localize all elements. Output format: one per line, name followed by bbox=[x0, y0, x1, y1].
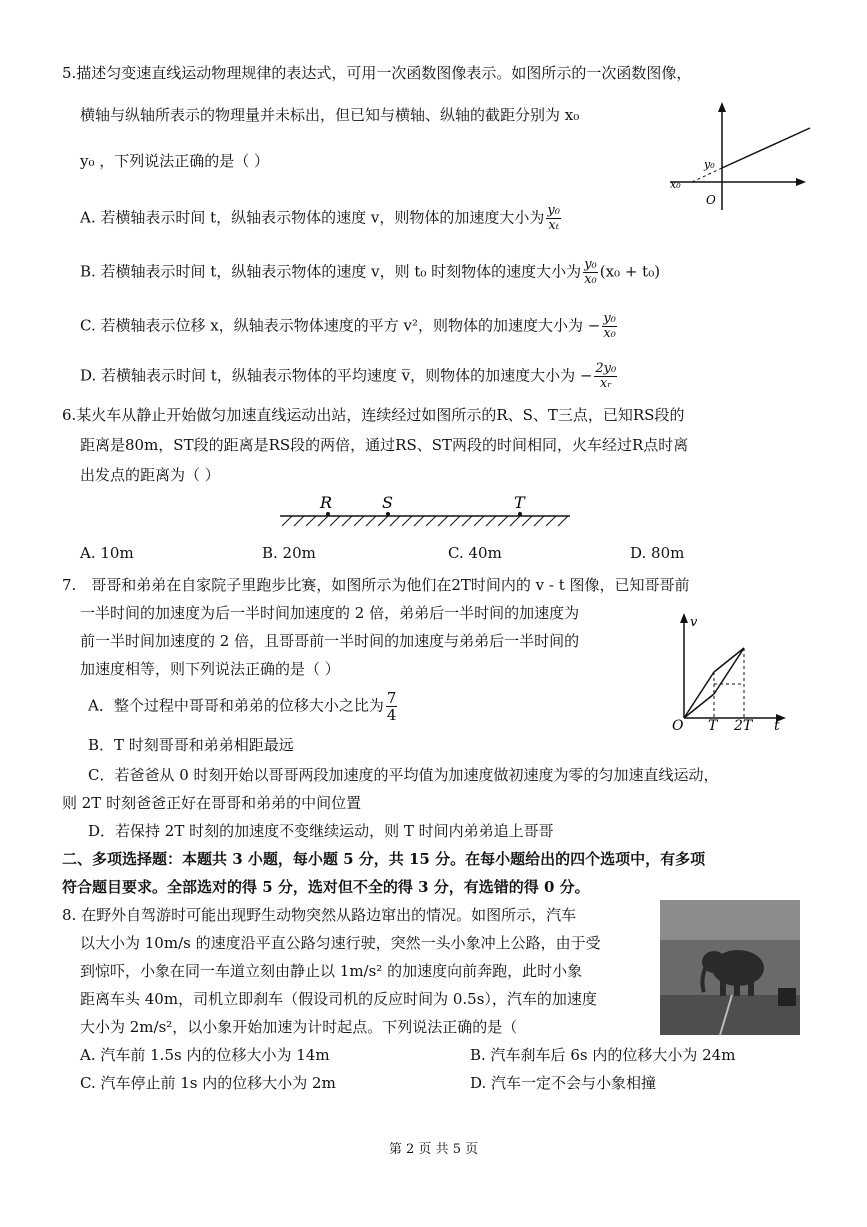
q5-option-a-text: A. 若横轴表示时间 t，纵轴表示物体的速度 v，则物体的加速度大小为 bbox=[80, 208, 545, 227]
q5-option-b-tail: (x₀ + t₀) bbox=[599, 262, 661, 281]
q7-2T-label: 2T bbox=[734, 718, 753, 734]
q5-option-b-text: B. 若横轴表示时间 t，纵轴表示物体的速度 v，则 t₀ 时刻物体的速度大小为 bbox=[80, 262, 582, 281]
q7-option-a-den: 4 bbox=[386, 706, 397, 724]
q5-option-c-text: C. 若横轴表示位移 x，纵轴表示物体速度的平方 v²，则物体的加速度大小为 − bbox=[80, 316, 601, 335]
q7-t-label: t bbox=[774, 718, 780, 734]
q5-linear-graph bbox=[660, 100, 820, 215]
q7-stem-line4: 加速度相等，则下列说法正确的是（ ） bbox=[80, 660, 340, 678]
q6-ground-hatching bbox=[282, 516, 568, 526]
q5-option-a bbox=[80, 204, 563, 233]
q8-photo-car-edge bbox=[778, 988, 796, 1006]
q5-option-c bbox=[80, 312, 619, 341]
section2-heading-line1: 二、多项选择题：本题共 3 小题，每小题 5 分，共 15 分。在每小题给出的四个选项中，有多项 bbox=[62, 850, 706, 868]
q8-elephant-photo bbox=[660, 900, 800, 1035]
q6-stem-line2: 距离是80m，ST段的距离是RS段的两倍，通过RS、ST两段的时间相同，火车经过R点时离 bbox=[80, 436, 689, 454]
q7-option-b: B．T 时刻哥哥和弟弟相距最远 bbox=[88, 736, 294, 754]
q5-graph-line bbox=[722, 128, 810, 168]
section2-heading-line2: 符合题目要求。全部选对的得 5 分，选对但不全的得 3 分，有选错的得 0 分。 bbox=[62, 878, 590, 896]
q5-option-c-den: x₀ bbox=[603, 326, 616, 341]
q5-x-arrow bbox=[796, 178, 806, 186]
q5-option-a-num: y₀ bbox=[547, 203, 560, 218]
q7-option-a-text: A．整个过程中哥哥和弟弟的位移大小之比为 bbox=[88, 696, 384, 715]
q5-option-b bbox=[80, 258, 660, 287]
q5-option-b-fraction bbox=[583, 258, 598, 287]
q6-track-diagram bbox=[270, 492, 580, 532]
q5-option-d-den: xᵣ bbox=[599, 376, 612, 391]
q5-option-b-num: y₀ bbox=[584, 257, 597, 272]
q7-option-a bbox=[88, 690, 399, 723]
q7-origin-label: O bbox=[672, 718, 684, 734]
q7-brother-segment2 bbox=[714, 648, 744, 672]
q8-option-c: C. 汽车停止前 1s 内的位移大小为 2m bbox=[80, 1074, 336, 1092]
q8-elephant-leg2 bbox=[734, 980, 740, 996]
q8-elephant-leg1 bbox=[720, 980, 726, 996]
q7-stem-line2: 一半时间的加速度为后一半时间加速度的 2 倍，弟弟后一半时间的加速度为 bbox=[80, 604, 580, 622]
q5-option-d-num: 2y₀ bbox=[595, 361, 617, 376]
q6-label-t: T bbox=[514, 493, 525, 512]
q5-stem-line3: y₀ ，下列说法正确的是（ ） bbox=[80, 152, 270, 170]
q6-label-r: R bbox=[320, 493, 333, 512]
q7-option-c-line1: C．若爸爸从 0 时刻开始以哥哥两段加速度的平均值为加速度做初速度为零的匀加速直线运动， bbox=[88, 766, 719, 784]
q7-younger-segment1 bbox=[684, 694, 714, 718]
q5-option-c-fraction bbox=[602, 312, 617, 341]
q8-stem-line5: 大小为 2m/s²，以小象开始加速为计时起点。下列说法正确的是（ bbox=[80, 1018, 518, 1036]
q5-option-b-den: x₀ bbox=[584, 272, 597, 287]
q8-stem-line4: 距离车头 40m，司机立即刹车（假设司机的反应时间为 0.5s），汽车的加速度 bbox=[80, 990, 597, 1008]
q7-brother-segment1 bbox=[684, 672, 714, 718]
q7-option-d: D．若保持 2T 时刻的加速度不变继续运动，则 T 时间内弟弟追上哥哥 bbox=[88, 822, 554, 840]
q8-stem-line3: 到惊吓，小象在同一车道立刻由静止以 1m/s² 的加速度向前奔跑，此时小象 bbox=[80, 962, 583, 980]
q5-option-d-text: D. 若横轴表示时间 t，纵轴表示物体的平均速度 v̅，则物体的加速度大小为 − bbox=[80, 366, 593, 385]
q6-option-d: D. 80m bbox=[630, 544, 685, 562]
page-footer: 第 2 页 共 5 页 bbox=[388, 1142, 479, 1157]
q8-option-a: A. 汽车前 1.5s 内的位移大小为 14m bbox=[80, 1046, 330, 1064]
q5-option-a-den: xₜ bbox=[548, 218, 559, 233]
q7-option-a-fraction bbox=[386, 690, 398, 723]
q6-point-t bbox=[518, 512, 522, 516]
q5-option-d-fraction bbox=[594, 362, 617, 391]
q7-option-a-num: 7 bbox=[386, 689, 397, 707]
q5-option-a-fraction bbox=[546, 204, 561, 233]
q8-photo-sky bbox=[660, 900, 800, 940]
q6-point-s bbox=[386, 512, 390, 516]
q5-x0-label: x₀ bbox=[670, 178, 681, 191]
q7-vt-graph bbox=[668, 610, 798, 735]
q7-younger-segment2 bbox=[714, 648, 744, 694]
q6-option-a: A. 10m bbox=[80, 544, 134, 562]
q7-stem-line1: 7. 哥哥和弟弟在自家院子里跑步比赛，如图所示为他们在2T时间内的 v - t 图像，已知哥哥前 bbox=[62, 576, 690, 594]
q6-stem-line1: 6.某火车从静止开始做匀加速直线运动出站，连续经过如图所示的R、S、T三点，已知RS段的 bbox=[62, 406, 685, 424]
q8-stem-line2: 以大小为 10m/s 的速度沿平直公路匀速行驶，突然一头小象冲上公路，由于受 bbox=[80, 934, 601, 952]
q6-stem-line3: 出发点的距离为（ ） bbox=[80, 466, 220, 484]
q7-stem-line3: 前一半时间加速度的 2 倍，且哥哥前一半时间的加速度与弟弟后一半时间的 bbox=[80, 632, 580, 650]
q7-v-label: v bbox=[690, 615, 698, 630]
q6-label-s: S bbox=[382, 493, 393, 512]
q6-option-b: B. 20m bbox=[262, 544, 316, 562]
q6-point-r bbox=[326, 512, 330, 516]
q5-origin-label: O bbox=[706, 193, 716, 207]
q5-stem-line1: 5.描述匀变速直线运动物理规律的表达式，可用一次函数图像表示。如图所示的一次函数图像， bbox=[62, 64, 692, 82]
q6-option-c: C. 40m bbox=[448, 544, 502, 562]
q7-T-label: T bbox=[708, 718, 718, 734]
q5-y0-label: y₀ bbox=[704, 158, 715, 171]
q5-stem-line2: 横轴与纵轴所表示的物理量并未标出，但已知与横轴、纵轴的截距分别为 x₀ bbox=[80, 106, 580, 124]
q8-option-d: D. 汽车一定不会与小象相撞 bbox=[470, 1074, 657, 1092]
q8-option-b: B. 汽车刹车后 6s 内的位移大小为 24m bbox=[470, 1046, 736, 1064]
q7-option-c-line2: 则 2T 时刻爸爸正好在哥哥和弟弟的中间位置 bbox=[62, 794, 362, 812]
q7-v-arrow bbox=[680, 613, 688, 623]
q5-y-arrow bbox=[718, 102, 726, 112]
q5-option-c-num: y₀ bbox=[603, 311, 616, 326]
q8-elephant-leg3 bbox=[748, 980, 754, 996]
q8-stem-line1: 8. 在野外自驾游时可能出现野生动物突然从路边窜出的情况。如图所示，汽车 bbox=[62, 906, 577, 924]
q5-option-d bbox=[80, 362, 619, 391]
